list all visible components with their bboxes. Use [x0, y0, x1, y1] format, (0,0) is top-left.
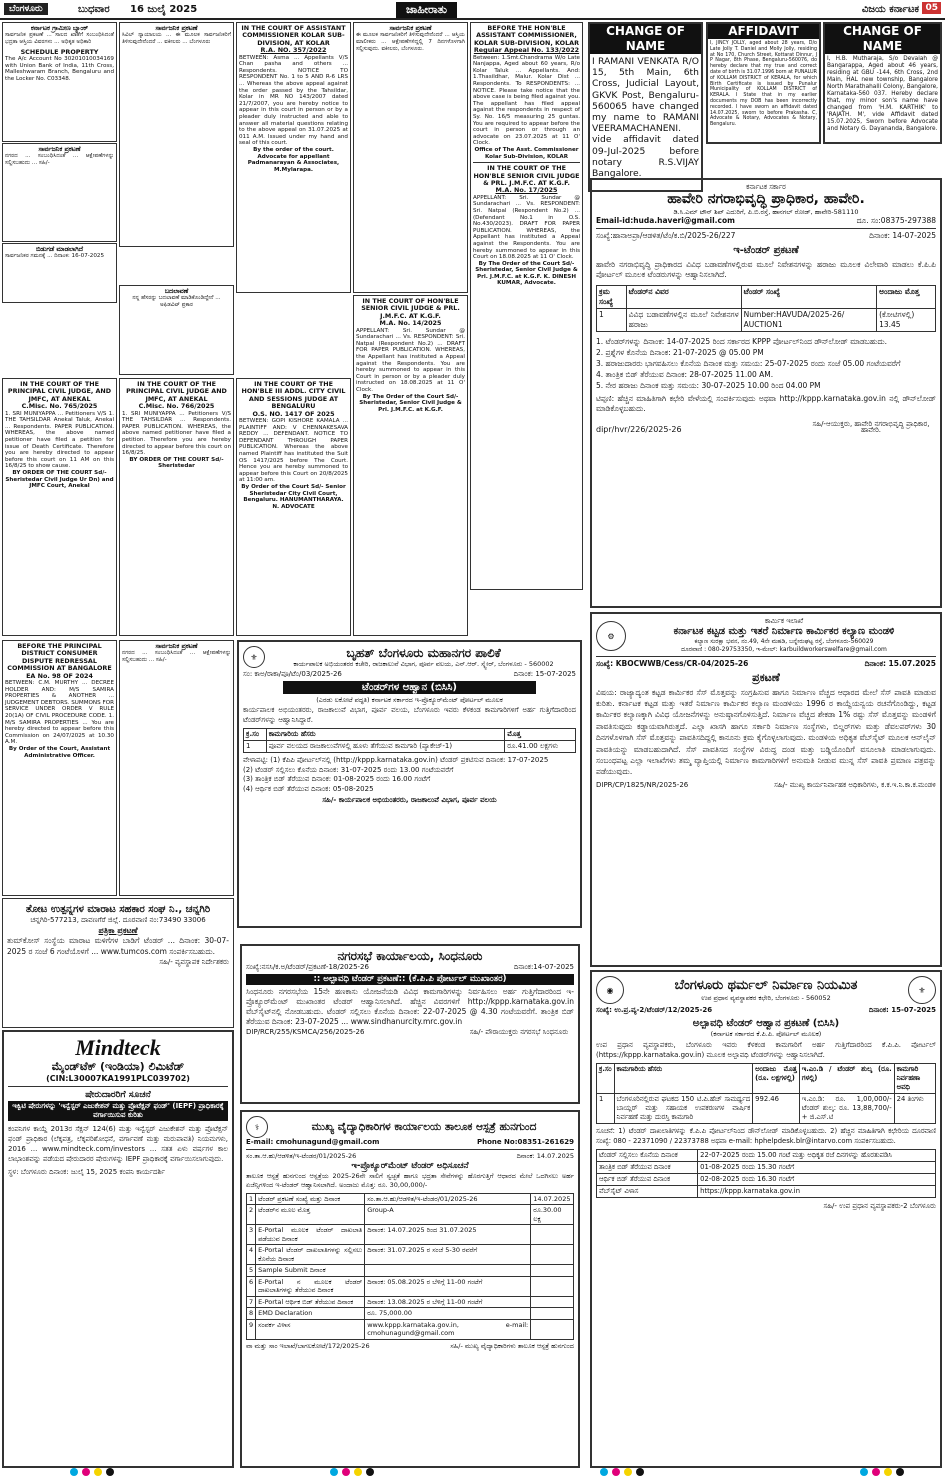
- labour-address: ಕಲ್ಯಾಣ ಸುರಕ್ಷಾ ಭವನ, ನಂ.49, 4ನೇ ಮಹಡಿ, ಬನ್ನೇರುಘಟ್ಟ ರಸ್ತೆ, ಬೆಂಗಳೂರು-560029: [694, 637, 874, 645]
- hospital-table-row-cell: ದಿನಾಂಕ: 31.07.2025 ರ ಸಂಜೆ 5-30 ರವರೆಗೆ: [365, 1245, 531, 1265]
- page-number: 05: [922, 2, 941, 14]
- haveri-table-header-cell: ಟೆಂಡರ್ ಸಂಖ್ಯೆ: [741, 285, 876, 308]
- thermal-schedule-row-cell: 02-08-2025 ರಂದು 16.30 ಗಂಟೆಗೆ: [698, 1174, 936, 1186]
- hospital-table-row-cell: ದಿನಾಂಕ: 05.08.2025 ರ ಬೆಳಿಗ್ಗೆ 11-00 ಗಂಟೆಗೆ: [365, 1276, 531, 1296]
- masthead: [0, 0, 945, 20]
- hospital-notice-title: ಇ-ಪ್ರೊಕ್ಯೂರ್‌ಮೆಂಟ್ ಟೆಂಡರ್ ಅಧಿಸೂಚನೆ: [351, 1160, 469, 1171]
- labour-board-notice: [590, 612, 942, 967]
- haveri-notice-title: ಇ-ಟೆಂಡರ್ ಪ್ರಕಟಣೆ: [733, 244, 799, 256]
- court-kgf-b-sign: By The Order of the Court Sd/- Sheristedar, Senior Civil Judge & Prl. J.M.F.C. at K.G.F.: [359, 393, 462, 413]
- notice-bank-body: ಸಾರ್ವಜನಿಕ ಪ್ರಕಟಣೆ ... ಸಾಲದ ಖಾತೆಗೆ ಸಂಬಂಧಿಸಿದಂತೆ ಭದ್ರತಾ ಆಸ್ತಿಯ ವಿವರಗಳು ... ಅಧಿಕೃತ ಅಧಿಕಾರಿ: [5, 32, 114, 45]
- court-city-civil-body: BETWEEN: GOPI KISHORE KAMALA ... PLAINTIFF AND: V CHENNAKESAVA REDDY ... DEFENDANT. NOTICE TO DEFENDANT THROUGH PAPER PUBLICATION. Whereas the above named Plaintiff has instituted the Suit OS 1417/2025 before The Court. Hence you are hereby summoned to appear before this Court on 20/8/2025 at 11:00 am.: [239, 418, 348, 484]
- thermal-header: [596, 976, 936, 1004]
- thermal-date: ದಿನಾಂಕ: 15-07-2025: [868, 1006, 936, 1014]
- haveri-intro: ಹಾವೇರಿ ನಗರಾಭಿವೃದ್ಧಿ ಪ್ರಾಧಿಕಾರದ ವಿವಿಧ ಬಡಾವಣೆಗಳಲ್ಲಿರುವ ಮೂಲೆ ನಿವೇಶನಗಳನ್ನು ಹರಾಜು ಮೂಲಕ ವಿಲೇವಾರಿ ಮಾಡಲು ಕೆ.ಪಿ.ಪಿ ಪೋರ್ಟಲ್ ಮೂಲಕ ಟೆಂಡರುಗಳನ್ನು ಆಹ್ವಾನಿಸಲಾಗಿದೆ.: [596, 259, 936, 280]
- hospital-table-row-cell: E-Portal ಆರ್ಥಿಕ ಬಿಡ್ ತೆರೆಯುವ ದಿನಾಂಕ: [256, 1296, 365, 1308]
- court-anekal-1-body: 1. SRI MUNIYAPPA ... Petitioners V/S 1. THE TAHSILDAR Anekal Taluk, Anekal ... Respondents. PAPER PUBLICATION. WHEREAS, the above named petitioner have filed a petition for issue of Death Certificate. Therefore you are hereby directed to appear before this court on 11 AM on this 16/8/25 to show cause.: [5, 410, 114, 470]
- haveri-table-row-cell: 1: [597, 308, 627, 331]
- hospital-table-row-cell: [531, 1265, 574, 1277]
- hospital-table-row-cell: Sample Submit ದಿನಾಂಕ: [256, 1265, 365, 1277]
- tumcos-notice-title: ಪತ್ರಿಕಾ ಪ್ರಕಟಣೆ: [98, 926, 138, 935]
- hospital-table-row-cell: 8: [247, 1308, 256, 1320]
- hospital-contact: [246, 1138, 574, 1147]
- sindhanur-sign: ಸಹಿ/- ಪೌರಾಯುಕ್ತರು ನಗರಸಭೆ ಸಿಂಧನೂರು: [469, 1028, 569, 1036]
- labour-date: ದಿನಾಂಕ: 15.07.2025: [864, 658, 936, 668]
- haveri-dipr: dipr/hvr/226/2025-26: [596, 425, 682, 435]
- hospital-table-row-cell: [531, 1225, 574, 1245]
- thermal-notice-title: ಅಲ್ಪಾವಧಿ ಟೆಂಡರ್ ಆಹ್ವಾನ ಪ್ರಕಟಣೆ (ಬಿಸಿಸಿ): [692, 1018, 840, 1029]
- haveri-table: [596, 285, 936, 332]
- sindhanur-footer: [246, 1029, 574, 1036]
- hospital-table-row: [247, 1319, 574, 1339]
- bbmp-table-header-cell: ಕಾಮಗಾರಿಯ ಹೆಸರು: [266, 729, 505, 741]
- hospital-table-row-cell: E-Portal ಮೂಲಕ ಟೆಂಡರ್ ದಾಖಲಾತಿ ಪಡೆಯುವ ದಿನಾಂಕ: [256, 1225, 365, 1245]
- court-kgf-b-body: APPELLANT: Sri. Sundar @ Sundarachari ... Vs. RESPONDENT: Sri. Natpal (Respondent No.2) ... DRAFT FOR PAPER PUBLICATION. WHEREAS, the Appellant has instituted a Appeal against the Respondents. You are hereby summoned to appear in this Court in person or by a pleader duly instructed on 18.08.2025 at 11 O' Clock.: [356, 327, 465, 393]
- court-kolar-a-sign: By the order of the court. Advocate for appellant Padmanarayan & Associates, M.Mylarapa.: [247, 146, 340, 173]
- schedule-title: SCHEDULE PROPERTY: [20, 47, 99, 56]
- hospital-tender: [240, 1110, 580, 1468]
- thermal-schedule: [596, 1149, 936, 1198]
- hospital-table-row-cell: ದಿನಾಂಕ: 13.08.2025 ರ ಬೆಳಿಗ್ಗೆ 11-00 ಗಂಟೆಗೆ: [365, 1296, 531, 1308]
- thermal-schedule-row-cell: ಆರ್ಥಿಕ ಬಿಡ್ ತೆರೆಯುವ ದಿನಾಂಕ: [597, 1174, 698, 1186]
- court-kgf-c-case: M.A. No. 17/2025: [495, 186, 558, 195]
- hospital-table-row-cell: ಸಂ.ತಾ.ಆ.ಹು/ಆಡಳಿತ/ಇ-ಟೆಂಡರ/01/2025-26: [365, 1193, 531, 1205]
- thermal-notice-sub: (ಕರ್ನಾಟಕ ಸರ್ಕಾರದ ಕೆ.ಪಿ.ಪಿ. ಪೋರ್ಟಲ್ ಮೂಲಕ): [710, 1030, 822, 1038]
- court-anekal-2: [119, 378, 234, 636]
- haveri-table-header-cell: ಅಂದಾಜು ಮೊತ್ತ: [877, 285, 936, 308]
- hospital-table-row-cell: 7: [247, 1296, 256, 1308]
- labour-dipr: DIPR/CP/1825/NR/2025-26: [596, 780, 689, 789]
- reg-mark-magenta-4: [872, 1468, 880, 1476]
- haveri-email: Email-id:huda.haveri@gmail.com: [596, 215, 735, 225]
- reg-mark-yellow-4: [884, 1468, 892, 1476]
- notice-col4-title: ಸಾರ್ವಜನಿಕ ಪ್ರಕಟಣೆ: [389, 24, 432, 32]
- court-kolar-b-case: Regular Appeal No. 133/2022: [473, 46, 580, 55]
- mindteck-logo: Mindteck: [75, 1035, 161, 1060]
- sindhanur-refline: [246, 963, 574, 972]
- haveri-schedule-item: 1. ಟೆಂಡರ್‌ಗಳನ್ನು ದಿನಾಂಕ: 14-07-2025 ರಿಂದ ಸರ್ಕಾರದ KPPP ಪೋರ್ಟಲ್‌ನಿಂದ ಡೌನ್‌ಲೋಡ್ ಮಾಡಬಹುದು.: [596, 336, 888, 346]
- labour-sign: ಸಹಿ/- ಮುಖ್ಯ ಕಾರ್ಯನಿರ್ವಾಹಕ ಅಧಿಕಾರಿಗಳು, ಕ.ಕ.ಇ.ನಿ.ಕಾ.ಕ.ಮಂಡಳಿ: [774, 780, 936, 789]
- court-kolar-b-title: BEFORE THE HON'BLE ASSISTANT COMMISSIONER, KOLAR SUB-DIVISION, KOLAR: [473, 24, 580, 47]
- reg-mark-cyan-4: [860, 1468, 868, 1476]
- bbmp-table-row-cell: ಪೂರ್ವ ವಲಯದ ರಾಜಕಾಲುವೆಗಳಲ್ಲಿ ಹೂಳು ತೆಗೆಯುವ ಕಾಮಗಾರಿ (ಪ್ಯಾಕೇಜ್-1): [266, 741, 505, 753]
- change-of-name-1-heading: CHANGE OF NAME: [590, 24, 701, 54]
- thermal-schedule-row-cell: ಟೆಂಡರ್ ಸಲ್ಲಿಸಲು ಕೊನೆಯ ದಿನಾಂಕ: [597, 1150, 698, 1162]
- court-city-civil: [236, 378, 351, 636]
- court-anekal-2-sign: BY ORDER OF THE COURT Sd/- Sheristedar: [129, 456, 224, 470]
- hospital-table-row: [247, 1276, 574, 1296]
- hospital-table-row-cell: ಟೆಂಡರ್ ಪ್ರಕಟಣೆ ಸಂಖ್ಯೆ ಮತ್ತು ದಿನಾಂಕ: [256, 1193, 365, 1205]
- thermal-table-header-cell: ಕಾಮಗಾರಿ ನಿರ್ವಹಣಾ ಅವಧಿ: [894, 1064, 935, 1094]
- notice-col1-mid: [2, 143, 117, 242]
- haveri-refline: [596, 231, 936, 241]
- notice-bank: [2, 22, 117, 142]
- court-kgf-c-sign: By The Order of the Court Sd/- Sheristedar, Senior Civil Judge & Prl. J.M.F.C. at K.G.F. K. DINESH KUMAR, Advocate.: [475, 260, 578, 287]
- haveri-note: ಟಿಪ್ಪಣಿ: ಹೆಚ್ಚಿನ ಮಾಹಿತಿಗಾಗಿ ಕಛೇರಿ ವೇಳೆಯಲ್ಲಿ ಸಂಪರ್ಕಿಸುವುದು ಅಥವಾ http://kppp.karnataka.gov.in ನಲ್ಲಿ ಡೌನ್‌ಲೋಡ್ ಮಾಡಿಕೊಳ್ಳಬಹುದು.: [596, 393, 936, 414]
- hospital-emblem-icon: ⚕: [246, 1116, 268, 1138]
- hospital-table-row: [247, 1225, 574, 1245]
- thermal-table-header-cell: ಇ.ಎಂ.ಡಿ / ಟೆಂಡರ್ ಶುಲ್ಕ (ರೂ. ಗಳಲ್ಲಿ): [799, 1064, 894, 1094]
- thermal-table-row: [597, 1094, 936, 1124]
- sindhanur-body: ಸಿಂಧನೂರು ನಗರಸಭೆಯ 15ನೇ ಹಣಕಾಸು ಯೋಜನೆಯಡಿ ವಿವಿಧ ಕಾಮಗಾರಿಗಳನ್ನು ನಿರ್ವಹಿಸಲು ಅರ್ಹ ಗುತ್ತಿಗೆದಾರರಿಂದ ಇ-ಪ್ರೊಕ್ಯೂರ್‌ಮೆಂಟ್ ಮುಖಾಂತರ ಟೆಂಡರ್ ಆಹ್ವಾನಿಸಲಾಗಿದೆ. ಹೆಚ್ಚಿನ ವಿವರಗಳಿಗೆ http://kppp.karnataka.gov.in ವೆಬ್‌ಸೈಟ್‌ನಲ್ಲಿ ನೋಡಬಹುದು. ಟೆಂಡರ್ ಸಲ್ಲಿಸಲು ಕೊನೆಯ ದಿನಾಂಕ: 22-07-2025 @ 4.30 ಗಂಟೆಯವರೆಗೆ. ತಾಂತ್ರಿಕ ಬಿಡ್ ತೆರೆಯುವ ದಿನಾಂಕ: 23-07-2025 ... www.sindhanurcity.mrc.gov.in: [246, 987, 574, 1026]
- bbmp-intro: ಕಾರ್ಯಪಾಲಕ ಅಭಿಯಂತರರು, ರಾಜಕಾಲುವೆ ವಿಭಾಗ, ಪೂರ್ವ ವಲಯ, ಬೆಂಗಳೂರು ಇವರು ಕೆಳಕಂಡ ಕಾಮಗಾರಿಗಳಿಗೆ ಅರ್ಹ ಗುತ್ತಿಗೆದಾರರಿಂದ ಟೆಂಡರ್‌ಗಳನ್ನು ಆಹ್ವಾನಿಸಿದ್ದಾರೆ.: [243, 706, 576, 724]
- hospital-date: ದಿನಾಂಕ: 14.07.2025: [516, 1152, 574, 1160]
- hospital-footer: [246, 1343, 574, 1350]
- hospital-table-row-cell: [531, 1245, 574, 1265]
- masthead-location: ಬೆಂಗಳೂರು: [4, 3, 48, 15]
- thermal-schedule-row: [597, 1186, 936, 1198]
- bbmp-schedule-item: (2) ಟೆಂಡರ್ ಸಲ್ಲಿಸಲು ಕೊನೆಯ ದಿನಾಂಕ: 31-07-2025 ರಂದು 13.00 ಗಂಟೆಯವರೆಗೆ: [243, 765, 454, 774]
- haveri-date: ದಿನಾಂಕ: 14-07-2025: [869, 230, 936, 240]
- hospital-intro: ತಾಲೂಕ ಆಸ್ಪತ್ರೆ ಹುನಗುಂದ ಆಸ್ಪತ್ರೆಯ 2025-26ನೇ ಸಾಲಿಗೆ ಸ್ವಚ್ಛತೆ ಹಾಗೂ ಭದ್ರತಾ ಸೇವೆಗಳನ್ನು ಹೊರಗುತ್ತಿಗೆ ಆಧಾರದ ಮೇಲೆ ಒದಗಿಸಲು ಅರ್ಹ ಏಜೆನ್ಸಿಗಳಿಂದ ಇ-ಟೆಂಡರ್ ಆಹ್ವಾನಿಸಲಾಗಿದೆ. ಅಂದಾಜು ಮೊತ್ತ: ರೂ. 30,00,000/-: [246, 1171, 574, 1189]
- labour-contact: ದೂರವಾಣಿ : 080-29753350, ಇ-ಮೇಲ್: karbuildworkerswelfare@gmail.com: [681, 645, 887, 653]
- notice-col4: [353, 22, 468, 293]
- thermal-table: [596, 1063, 936, 1124]
- tumcos-notice: [2, 898, 234, 1028]
- notice-col2-lower-body: ನಗರದ ... ಸಂಬಂಧಿಸಿದಂತೆ ... ಆಕ್ಷೇಪಣೆಗಳನ್ನು ಸಲ್ಲಿಸಬಹುದು ... ಸಹಿ/-: [122, 650, 231, 663]
- hospital-table-body: [247, 1193, 574, 1339]
- notice-bank-title: ಕರ್ನಾಟಕ ಗ್ರಾಮೀಣ ಬ್ಯಾಂಕ್: [30, 24, 89, 32]
- affidavit-body: I, JINCY JOLLY, aged about 28 years, D/o Late Jolly T. Daniel and Molly Jolly, residing at No 170, Church Street, Kottarat Dinnur, J P Nagar, 8th Phase, Bengaluru-560076, do hereby declare that my true and correct date of birth is 31.07.1996 born at PUNALUR of KOLLAM DISTRICT of KERALA, for which Birth Certificate is issued by Punalur Municipality of KOLLAM DISTRICT of KERALA. I State that in my earlier documents my DOB has been incorrectly recorded. I have sworn an affidavit dated 14.07.2025, sworn to before Prakasha. C, Advocate & Notary, Advocates & Notary, Bengaluru.: [710, 41, 817, 128]
- masthead-day: ಬುಧವಾರ: [78, 4, 110, 15]
- bbmp-table-header-cell: ಮೊತ್ತ: [505, 729, 576, 741]
- thermal-tender: [590, 970, 942, 1468]
- hospital-table-row-cell: [531, 1319, 574, 1339]
- court-kgf-b-title: IN THE COURT OF HON'BLE SENIOR CIVIL JUDGE & PRL. J.M.F.C. AT K.G.F.: [361, 297, 460, 320]
- sindhanur-ref: ಸಂಖ್ಯೆ:ನಸಸಿ/ಕ.ಅ/ಟೆಂಡರ್/ಪ್ರಕಟಣೆ-18/2025-26: [246, 963, 369, 971]
- notice-civil-body: ಸಿವಿಲ್ ನ್ಯಾಯಾಲಯ ... ಈ ಮೂಲಕ ಸಾರ್ವಜನಿಕರಿಗೆ ತಿಳಿಸುವುದೇನೆಂದರೆ ... ವಕೀಲರು ... ಬೆಂಗಳೂರು: [122, 32, 231, 45]
- haveri-schedule-item: 4. ತಾಂತ್ರಿಕ ಬಿಡ್ ತೆರೆಯುವ ದಿನಾಂಕ: 28-07-2025 11.00 AM.: [596, 369, 774, 379]
- masthead-date: 16 ಜುಲೈ 2025: [130, 4, 198, 15]
- court-kolar-b-sign: Office of The Asst. Commissioner Kolar Sub-Division, KOLAR: [474, 146, 579, 160]
- bbmp-schedule-item: ವೇಳಾಪಟ್ಟಿ: (1) ಕೆಪಿಪಿ ಪೋರ್ಟಲ್‌ನಲ್ಲಿ (http://kppp.karnataka.gov.in) ಟೆಂಡರ್ ಪ್ರಕಟಿಸುವ ದಿನಾಂಕ: 17-07-2025: [243, 756, 549, 764]
- thermal-table-body: [597, 1094, 936, 1124]
- thermal-schedule-row: [597, 1162, 936, 1174]
- bbmp-table: [243, 728, 576, 753]
- reg-mark-cyan-2: [330, 1468, 338, 1476]
- haveri-sign: ಸಹಿ/-ಆಯುಕ್ತರು, ಹಾವೇರಿ ನಗರಾಭಿವೃದ್ಧಿ ಪ್ರಾಧಿಕಾರ, ಹಾವೇರಿ.: [812, 419, 930, 435]
- consumer-court-body: BETWEEN: C.M. MURTHY ... DECREE HOLDER AND: M/S SAMIRA PROPERTIES & ANOTHER ... JUDGEMENT DEBTORS. SUMMONS FOR SERVICE UNDER ORDER V RULE 20(1A) OF CIVIL PROCEDURE CODE. 1. M/S SAMIRA PROPERTIES ... You are hereby directed to appear before this Commission on 24/07/2025 at 10.30 A.M.: [5, 680, 114, 746]
- haveri-ref: ಸಂಖ್ಯೆ:ಹಾನಾಅಪ್ರಾ/ಆಡಳಿತ/ಟೆಂ/ಕ.ಬಿ/2025-26/227: [596, 230, 736, 240]
- tumcos-title: ತೋಟ ಉತ್ಪನ್ನಗಳ ಮಾರಾಟ ಸಹಕಾರ ಸಂಘ ನಿ., ಚನ್ನಗಿರಿ: [25, 904, 211, 915]
- labour-header: [596, 618, 936, 654]
- thermal-logo-icon: ◉: [596, 976, 624, 1004]
- sindhanur-dipr: DIP/RCR/255/KSMCA/256/2025-26: [246, 1028, 365, 1036]
- change-of-name-1: [588, 22, 703, 192]
- affidavit-heading: AFFIDAVIT: [708, 24, 819, 39]
- hospital-table-row-cell: 1: [247, 1193, 256, 1205]
- mindteck-sub: ಇಕ್ವಿಟಿ ಷೇರುಗಳನ್ನು 'ಇನ್ವೆಸ್ಟರ್ ಎಜುಕೇಶನ್ ಮತ್ತು ಪ್ರೊಟೆಕ್ಷನ್ ಫಂಡ್' (IEPF) ಪ್ರಾಧಿಕಾರಕ್ಕೆ ವರ್ಗಾಯಿಸುವ ಕುರಿತು: [8, 1101, 228, 1121]
- notice-name-change-kn-body: ನನ್ನ ಹೆಸರನ್ನು ಬದಲಾವಣೆ ಮಾಡಿಕೊಂಡಿದ್ದೇನೆ ... ಅಫಿಡವಿಟ್ ಪ್ರಕಾರ: [132, 295, 221, 308]
- haveri-schedule: [596, 336, 936, 391]
- hospital-table-row: [247, 1193, 574, 1205]
- court-kolar-b-body: Between: 1.Smt.Chandrama W/o Late Nanjappa, Aged about 60 years, R/o Kolar Taluk ... Appellants. And: 1.Thasildhar, Malur. Kolar Dist ... Respondents. To RESPONDENTS: ... NOTICE. Please take notice that the above case is being filed against you. The appellant has filed appeal against the respondents in respect of Sy. No. 16/5 measuring 25 guntas. You are required to appear before the court in person or through an advocate on 23.07.2025 at 11 O' Clock.: [473, 54, 580, 147]
- thermal-schedule-body: [597, 1150, 936, 1198]
- notice-civil-title: ಸಾರ್ವಜನಿಕ ಪ್ರಕಟಣೆ: [155, 24, 198, 32]
- haveri-schedule-item: 3. ಹರಾಜುದಾರರು ಭಾಗವಹಿಸಲು ಕೊನೆಯ ದಿನಾಂಕ ಮತ್ತು ಸಮಯ: 25-07-2025 ರಂದು ಸಂಜೆ 05.00 ಗಂಟೆಯವರೆಗೆ: [596, 358, 901, 368]
- notice-release-title: ಬಿಡುಗಡೆ ಮಾಡಲಾಗಿದೆ: [35, 245, 84, 253]
- hospital-table-row: [247, 1265, 574, 1277]
- hospital-table-row-cell: 5: [247, 1265, 256, 1277]
- labour-notice-title: ಪ್ರಕಟಣೆ: [752, 670, 780, 684]
- reg-mark-cyan-1: [70, 1468, 78, 1476]
- bbmp-schedule-item: (4) ಆರ್ಥಿಕ ಬಿಡ್ ತೆರೆಯುವ ದಿನಾಂಕ: 05-08-2025: [243, 784, 374, 793]
- mindteck-sign: ಸ್ಥಳ: ಬೆಂಗಳೂರು ದಿನಾಂಕ: ಜುಲೈ 15, 2025 ಕಂಪನಿ ಕಾರ್ಯದರ್ಶಿ: [8, 1168, 166, 1176]
- hospital-table-row: [247, 1205, 574, 1225]
- court-kolar-b: [470, 22, 583, 590]
- reg-mark-black-1: [106, 1468, 114, 1476]
- bbmp-notice-title: ಟೆಂಡರ್‌ಗಳ ಆಹ್ವಾನ (ಬಿಸಿಸಿ): [283, 681, 536, 694]
- hospital-phone: Phone No:08351-261629: [476, 1138, 574, 1146]
- notice-col1-mid-title: ಸಾರ್ವಜನಿಕ ಪ್ರಕಟಣೆ: [38, 145, 81, 153]
- thermal-table-row-cell: ಬೆಂಗಳೂರಿನಲ್ಲಿರುವ ಘಟಕದ 150 ಟಿ.ಪಿ.ಹೆಚ್ ಸಾಮರ್ಥ್ಯದ ಬಾಯ್ಲರ್ ಮತ್ತು ಸಹಾಯಕ ಉಪಕರಣಗಳ ವಾರ್ಷಿಕ ನಿರ್ವಹಣೆ ಮತ್ತು ದುರಸ್ತಿ ಕಾಮಗಾರಿ: [614, 1094, 753, 1124]
- notice-col4-body: ಈ ಮೂಲಕ ಸಾರ್ವಜನಿಕರಿಗೆ ತಿಳಿಸುವುದೇನೆಂದರೆ ... ಆಸ್ತಿಯ ಮಾಲೀಕರು ... ಆಕ್ಷೇಪಣೆಗಳಿದ್ದಲ್ಲಿ 7 ದಿನಗಳೊಳಗಾಗಿ ಸಲ್ಲಿಸುವುದು. ವಕೀಲರು, ಬೆಂಗಳೂರು.: [356, 32, 465, 52]
- thermal-schedule-row: [597, 1150, 936, 1162]
- bbmp-table-head: [244, 729, 576, 741]
- thermal-schedule-row-cell: 01-08-2025 ರಂದು 15.30 ಗಂಟೆಗೆ: [698, 1162, 936, 1174]
- reg-mark-yellow-3: [624, 1468, 632, 1476]
- hospital-table-row-cell: [531, 1308, 574, 1320]
- mindteck-name: ಮೈಂಡ್‌ಟೆಕ್ (ಇಂಡಿಯಾ) ಲಿಮಿಟೆಡ್: [51, 1060, 185, 1073]
- haveri-schedule-item: 5. ನೇರ ಹರಾಜು ದಿನಾಂಕ ಮತ್ತು ಸಮಯ: 30-07-2025 10.00 ರಿಂದ 04.00 PM: [596, 380, 821, 390]
- hospital-table-row-cell: [365, 1265, 531, 1277]
- mindteck-notice: [2, 1030, 234, 1468]
- court-kgf-b-case: M.A. No. 14/2025: [379, 319, 442, 328]
- hospital-table-row-cell: 2: [247, 1205, 256, 1225]
- change-of-name-2: [823, 22, 942, 144]
- hospital-table: [246, 1193, 574, 1340]
- bbmp-emblem-icon: ⚜: [243, 646, 265, 668]
- thermal-table-row-cell: 24 ತಿಂಗಳು: [894, 1094, 935, 1124]
- haveri-table-row-cell: (ಕೋಟಿಗಳಲ್ಲಿ) 13.45: [877, 308, 936, 331]
- reg-mark-magenta-1: [82, 1468, 90, 1476]
- thermal-table-row-cell: 1: [597, 1094, 615, 1124]
- haveri-table-row-cell: Number:HAVUDA/2025-26/ AUCTION1: [741, 308, 876, 331]
- haveri-contact: [596, 216, 936, 226]
- court-kolar-a-body: BETWEEN: Asma ... Appellants V/S Chan pasha and others ... Respondents. NOTICE TO RESPONDENT No. 1 to 5 AND R-6 LRS ... Whereas the above appeal against the order passed by the Tahsildar, Kolar in MR NO 143/2007 dated 21/7/2007, you are hereby notice to appear in this court in person or by a pleader duly instructed and able to answer all material questions relating to the above appeal on 31.07.2025 at 011 A.M. Issued under my hand and seal of this court.: [239, 54, 348, 147]
- court-kgf-c-body: APPELLANT: Sri. Sundar @ Sundarachari ... Vs. RESPONDENT: Sri. Natpal (Respondent No.2) ... (Defendant No.1 in O.S. No.430/2023). DRAFT FOR PAPER PUBLICATION. WHEREAS, the Appellant has instituted a Appeal against the Respondents. You are hereby summoned to appear in this Court on 18.08.2025 at 11 O' Clock.: [473, 194, 580, 261]
- bbmp-table-header-cell: ಕ್ರ.ಸಂ: [244, 729, 267, 741]
- thermal-sub: ಉಪ ಪ್ರಧಾನ ವ್ಯವಸ್ಥಾಪಕರ ಕಛೇರಿ, ಬೆಂಗಳೂರು - 560052: [701, 994, 831, 1002]
- court-anekal-1-title: IN THE COURT OF THE PRINCIPAL CIVIL JUDGE, AND JMFC, AT ANEKAL: [7, 380, 112, 403]
- bbmp-ref: ಸಂ: ಕಾಅ/ರಾಕಾ/ಪೂ/ಟೆಂ/03/2025-26: [243, 670, 342, 678]
- haveri-footer: [596, 421, 936, 434]
- labour-body: ವಿಷಯ: ರಾಜ್ಯಾದ್ಯಂತ ಕಟ್ಟಡ ಕಾರ್ಮಿಕರ ಸೆಸ್ ಮೊತ್ತವನ್ನು ಸಂಗ್ರಹಿಸುವ ಹಾಗೂ ನಿರ್ಮಾಣ ವೆಚ್ಚದ ಆಧಾರದ ಮೇಲೆ ಸೆಸ್ ಪಾವತಿ ಮಾಡುವ ಕುರಿತು. ಕರ್ನಾಟಕ ಕಟ್ಟಡ ಮತ್ತು ಇತರೆ ನಿರ್ಮಾಣ ಕಾರ್ಮಿಕರ ಕಲ್ಯಾಣ ಮಂಡಳಿಯು 1996 ರ ಕಾಯ್ದೆಯನ್ವಯ ರಚನೆಗೊಂಡಿದ್ದು, ಕಟ್ಟಡ ಕಾರ್ಮಿಕರ ಕಲ್ಯಾಣಕ್ಕಾಗಿ ವಿವಿಧ ಯೋಜನೆಗಳನ್ನು ಅನುಷ್ಠಾನಗೊಳಿಸುತ್ತಿದೆ. ನಿರ್ಮಾಣ ವೆಚ್ಚದ ಶೇಕಡಾ 1% ರಷ್ಟು ಸೆಸ್ ಮೊತ್ತವನ್ನು ಮಂಡಳಿಗೆ ಪಾವತಿಸುವುದು ಕಡ್ಡಾಯವಾಗಿರುತ್ತದೆ. ಎಲ್ಲಾ ಖಾಸಗಿ ಹಾಗೂ ಸರ್ಕಾರಿ ನಿರ್ಮಾಣ ಸಂಸ್ಥೆಗಳು, ಬಿಲ್ಡರ್‌ಗಳು ಮತ್ತು ಡೆವಲಪರ್‌ಗಳು 30 ದಿನಗಳೊಳಗಾಗಿ ಸೆಸ್ ಮೊತ್ತವನ್ನು ಪಾವತಿಸದಿದ್ದಲ್ಲಿ ಕಾನೂನು ಕ್ರಮ ಕೈಗೊಳ್ಳಲಾಗುವುದು. ಮಂಡಳಿಯ ಅಧಿಕೃತ ವೆಬ್‌ಸೈಟ್ ಮೂಲಕ ಆನ್‌ಲೈನ್ ಪಾವತಿಯನ್ನು ಮಾಡಬಹುದಾಗಿದೆ. ಸೆಸ್ ಪಾವತಿಸದ ಸಂಸ್ಥೆಗಳ ವಿರುದ್ಧ ದಂಡ ಮತ್ತು ಬಡ್ಡಿಯೊಂದಿಗೆ ವಸೂಲಾತಿ ಮಾಡಲಾಗುವುದು. ಸಂಬಂಧಪಟ್ಟ ಎಲ್ಲಾ ಇಲಾಖೆಗಳು ತಮ್ಮ ವ್ಯಾಪ್ತಿಯಲ್ಲಿ ನಿರ್ಮಾಣ ಕಾಮಗಾರಿಗಳಿಗೆ ಅನುಮತಿ ನೀಡುವ ಮುನ್ನ ಸೆಸ್ ಪಾವತಿ ಪ್ರಮಾಣ ಪತ್ರವನ್ನು ಪಡೆಯುವುದು.: [596, 687, 936, 777]
- consumer-court-title: BEFORE THE PRINCIPAL DISTRICT CONSUMER DISPUTE REDRESSAL COMMISSION AT BANGALORE: [7, 642, 112, 673]
- schedule-body: The A/c Account No 30201010034169 with Union Bank of India, 11th Cross, Malleshwaram Branch, Bengaluru and the Locker No. C03348.: [5, 56, 114, 82]
- court-anekal-1-sign: BY ORDER OF THE COURT Sd/- Sheristedar Civil Judge Ur Dn) and JMFC Court, Anekal: [5, 469, 114, 490]
- court-city-civil-title: IN THE COURT OF THE HON'BLE III ADDL. CITY CIVIL AND SESSIONS JUDGE AT BENGALURU: [241, 380, 346, 411]
- reg-mark-magenta-2: [342, 1468, 350, 1476]
- court-kolar-a-title: IN THE COURT OF ASSISTANT COMMISSIONER KOLAR SUB-DIVISION, AT KOLAR: [241, 24, 346, 47]
- mindteck-cin: (CIN:L30007KA1991PLC039702): [46, 1074, 190, 1083]
- hospital-table-row-cell: ದಿನಾಂಕ: 14.07.2025 ರಿಂದ 31.07.2025: [365, 1225, 531, 1245]
- bbmp-table-body: [244, 741, 576, 753]
- hospital-table-row-cell: [531, 1296, 574, 1308]
- reg-mark-black-4: [896, 1468, 904, 1476]
- hospital-table-row: [247, 1296, 574, 1308]
- notice-release: [2, 243, 117, 303]
- reg-mark-yellow-2: [354, 1468, 362, 1476]
- hospital-table-row-cell: ರೂ.30.00 ಲಕ್ಷ: [531, 1205, 574, 1225]
- hospital-table-row-cell: 3: [247, 1225, 256, 1245]
- thermal-table-row-cell: ಇ.ಎಂ.ಡಿ: ರೂ. 1,00,000/- ಟೆಂಡರ್ ಶುಲ್ಕ: ರೂ. 13,88,700/- + ಜಿ.ಎಸ್.ಟಿ: [799, 1094, 894, 1124]
- reg-mark-magenta-3: [612, 1468, 620, 1476]
- hospital-table-row-cell: 14.07.2025: [531, 1193, 574, 1205]
- bbmp-table-row-cell: ರೂ.41.00 ಲಕ್ಷಗಳು: [505, 741, 576, 753]
- thermal-table-header-cell: ಅಂದಾಜು ಮೊತ್ತ (ರೂ. ಲಕ್ಷಗಳಲ್ಲಿ): [753, 1064, 800, 1094]
- thermal-intro: ಉಪ ಪ್ರಧಾನ ವ್ಯವಸ್ಥಾಪಕರು, ಬೆಂಗಳೂರು ಇವರು ಕೆಳಕಂಡ ಕಾಮಗಾರಿಗೆ ಅರ್ಹ ಗುತ್ತಿಗೆದಾರರಿಂದ ಕೆ.ಪಿ.ಪಿ. ಪೋರ್ಟಲ್ (https://kppp.karnataka.gov.in) ಮೂಲಕ ಅಲ್ಪಾವಧಿ ಟೆಂಡರ್‌ಗಳನ್ನು ಆಹ್ವಾನಿಸಲಾಗಿದೆ.: [596, 1041, 936, 1059]
- labour-refline: [596, 659, 936, 669]
- haveri-schedule-item: 2. ಪ್ರಶ್ನೆಗಳ ಕೊನೆಯ ದಿನಾಂಕ: 21-07-2025 @ 05.00 PM: [596, 347, 764, 357]
- bbmp-notice-sub: (ಎರಡು ಲಕೋಟೆ ಪದ್ಧತಿ) ಕರ್ನಾಟಕ ಸರ್ಕಾರದ ಇ-ಪ್ರೊಕ್ಯೂರ್‌ಮೆಂಟ್ ಪೋರ್ಟಲ್ ಮೂಲಕ: [316, 696, 503, 704]
- sindhanur-date: ದಿನಾಂಕ:14-07-2025: [513, 963, 574, 971]
- thermal-table-header-cell: ಕಾಮಗಾರಿಯ ಹೆಸರು: [614, 1064, 753, 1094]
- hospital-table-row-cell: www.kppp.karnataka.gov.in, e-mail: cmohunagund@gmail.com: [365, 1319, 531, 1339]
- haveri-table-row: [597, 308, 936, 331]
- consumer-court-sign: By Order of the Court, Assistant Administrative Officer.: [8, 745, 111, 759]
- thermal-table-header-cell: ಕ್ರ.ಸಂ: [597, 1064, 615, 1094]
- bbmp-table-row: [244, 741, 576, 753]
- hospital-title: ಮುಖ್ಯ ವೈದ್ಯಾಧಿಕಾರಿಗಳ ಕಾರ್ಯಾಲಯ ತಾಲೂಕ ಆಸ್ಪತ್ರೆ ಹುನಗುಂದ: [311, 1120, 537, 1133]
- thermal-schedule-row-cell: ತಾಂತ್ರಿಕ ಬಿಡ್ ತೆರೆಯುವ ದಿನಾಂಕ: [597, 1162, 698, 1174]
- thermal-schedule-row-cell: 22-07-2025 ರಂದು 15.00 ಗಂಟೆ ಮತ್ತು ಅಧಿಕೃತ ರಜೆ ದಿನಗಳನ್ನು ಹೊರತುಪಡಿಸಿ: [698, 1150, 936, 1162]
- court-anekal-2-case: C.Misc. No. 766/2025: [138, 402, 215, 411]
- hospital-sign: ಸಹಿ/- ಮುಖ್ಯ ವೈದ್ಯಾಧಿಕಾರಿಗಳು ತಾಲೂಕ ಆಸ್ಪತ್ರೆ ಹುನಗುಂದ: [450, 1341, 574, 1350]
- notice-col1-mid-body: ನಗರದ ... ಸಂಬಂಧಿಸಿದಂತೆ ... ಆಕ್ಷೇಪಣೆಗಳನ್ನು ಸಲ್ಲಿಸಬಹುದು ... ಸಹಿ/-: [5, 153, 114, 166]
- tumcos-sub: ಚನ್ನಗಿರಿ-577213, ದಾವಣಗೆರೆ ಜಿಲ್ಲೆ. ದೂರವಾಣಿ ನಂ:73490 33006: [30, 916, 206, 924]
- hospital-table-row: [247, 1308, 574, 1320]
- hospital-table-row-cell: 6: [247, 1276, 256, 1296]
- sindhanur-tender: [240, 944, 580, 1104]
- reg-mark-cyan-3: [600, 1468, 608, 1476]
- hospital-table-row: [247, 1245, 574, 1265]
- notice-release-body: ಸಾರ್ವಜನಿಕರ ಗಮನಕ್ಕೆ ... ದಿನಾಂಕ: 16-07-2025: [5, 253, 105, 260]
- court-anekal-2-body: 1. SRI MUNIYAPPA ... Petitioners V/S THE TAHSILDAR ... Respondents. PAPER PUBLICATION. WHEREAS, the above named petitioner have filed a petition. Therefore you are hereby directed to appear before this court on 16/8/25.: [122, 410, 231, 457]
- mindteck-body: ಕಂಪನಿಗಳ ಕಾಯ್ದೆ 2013ರ ಸೆಕ್ಷನ್ 124(6) ಮತ್ತು ಇನ್ವೆಸ್ಟರ್ ಎಜುಕೇಶನ್ ಮತ್ತು ಪ್ರೊಟೆಕ್ಷನ್ ಫಂಡ್ ಪ್ರಾಧಿಕಾರ (ಲೆಕ್ಕಪತ್ರ, ಲೆಕ್ಕಪರಿಶೋಧನೆ, ವರ್ಗಾವಣೆ ಮತ್ತು ಮರುಪಾವತಿ) ನಿಯಮಗಳು, 2016 ... www.mindteck.com/investors ... ಸತತ ಏಳು ವರ್ಷಗಳ ಕಾಲ ಲಾಭಾಂಶವನ್ನು ಪಡೆಯದ ಷೇರುದಾರರ ಷೇರುಗಳನ್ನು IEPF ಪ್ರಾಧಿಕಾರಕ್ಕೆ ವರ್ಗಾಯಿಸಲಾಗುವುದು.: [8, 1125, 228, 1163]
- hospital-table-row-cell: 9: [247, 1319, 256, 1339]
- hospital-table-row-cell: Group-A: [365, 1205, 531, 1225]
- thermal-emblem-icon: ⚜: [908, 976, 936, 1004]
- bbmp-refline: [243, 670, 576, 679]
- bbmp-table-row-cell: 1: [244, 741, 267, 753]
- mindteck-notice-title: ಷೇರುದಾರರಿಗೆ ಸೂಚನೆ: [85, 1090, 151, 1100]
- consumer-court-case: EA No. 98 OF 2024: [26, 671, 93, 680]
- notice-col2-lower: [119, 640, 234, 896]
- hospital-table-row-cell: E-Portal ನ ಮೂಲಕ ಟೆಂಡರ್ ದಾಖಲಾತಿಗಳನ್ನು ತೆರೆಯುವ ದಿನಾಂಕ: [256, 1276, 365, 1296]
- thermal-table-row-cell: 992.46: [753, 1094, 800, 1124]
- thermal-ref: ಸಂಖ್ಯೆ: ಉ.ಪ್ರ.ವ್ಯ-2/ಟೆಂಡರ್/12/2025-26: [596, 1006, 713, 1014]
- thermal-schedule-row: [597, 1174, 936, 1186]
- reg-mark-yellow-1: [94, 1468, 102, 1476]
- bbmp-title: ಬೃಹತ್ ಬೆಂಗಳೂರು ಮಹಾನಗರ ಪಾಲಿಕೆ: [346, 645, 501, 660]
- haveri-table-head: [597, 285, 936, 308]
- court-kolar-a-case: R.A. NO. 357/2022: [260, 46, 327, 55]
- sindhanur-notice-title: :: ಅಲ್ಪಾವಧಿ ಟೆಂಡರ್ ಪ್ರಕಟಣೆ:: (ಕೆ.ಪಿ.ಪಿ ಪೋರ್ಟಲ್ ಮುಖಾಂತರ): [246, 974, 574, 985]
- haveri-address: ಡಿ.ಸಿ.ಎಮ್ ಟೌನ್ ಶಿಪ್ ಎದುರಿಗೆ, ಪಿ.ಬಿ.ರಸ್ತೆ, ಹಾನಗಲ್ ರೋಡ್, ಹಾವೇರಿ-581110: [673, 207, 859, 216]
- haveri-table-header-cell: ಟೆಂಡರ್‌ನ ವಿವರ: [626, 285, 741, 308]
- hospital-table-row-cell: ರೂ. 75,000.00: [365, 1308, 531, 1320]
- change-of-name-2-body: I, H.B. Mutharaja, S/o Devaiah @ Bangarappa, Aged about 46 years, residing at GBU -144, 6th Cross, 2nd Main, HAL new township, Bangalore North Marathahalli Colony, Bangalore, Karnataka-560 037. Hereby declare that, my minor son's name have changed from 'H.M. KARTHIK' to 'RAJATH. M', vide Affidavit dated 15.07.2025, Sworn before Advocate and Notary G. Dayananda, Bangalore.: [827, 56, 938, 132]
- haveri-govt: ಕರ್ನಾಟಕ ಸರ್ಕಾರ: [746, 183, 786, 191]
- tumcos-sign: ಸಹಿ/- ವ್ಯವಸ್ಥಾಪಕ ನಿರ್ದೇಶಕರು: [159, 958, 229, 966]
- bbmp-sign: ಸಹಿ/- ಕಾರ್ಯಪಾಲಕ ಅಭಿಯಂತರರು, ರಾಜಕಾಲುವೆ ವಿಭಾಗ, ಪೂರ್ವ ವಲಯ: [322, 796, 497, 804]
- labour-footer: [596, 782, 936, 789]
- thermal-schedule-row-cell: ವೆಬ್‌ಸೈಟ್ ವಿಳಾಸ: [597, 1186, 698, 1198]
- reg-mark-black-2: [366, 1468, 374, 1476]
- thermal-sign: ಸಹಿ/- ಉಪ ಪ್ರಧಾನ ವ್ಯವಸ್ಥಾಪಕರು-2 ಬೆಂಗಳೂರು: [823, 1202, 936, 1210]
- haveri-tender: [590, 178, 942, 608]
- change-of-name-2-heading: CHANGE OF NAME: [825, 24, 940, 54]
- hospital-refline: [246, 1152, 574, 1161]
- consumer-court: [2, 640, 117, 896]
- hospital-table-row-cell: EMD Declaration: [256, 1308, 365, 1320]
- labour-ref: ಸಂಖ್ಯೆ: KBOCWWB/Cess/CR-04/2025-26: [596, 658, 749, 668]
- affidavit: [706, 22, 821, 144]
- labour-emblem-icon: ⚙: [596, 621, 626, 651]
- court-kgf-c-title: IN THE COURT OF THE HON'BLE SENIOR CIVIL JUDGE & PRL. J.M.F.C. AT K.G.F.: [473, 164, 580, 187]
- masthead-section: ಜಾಹೀರಾತು: [396, 2, 457, 18]
- court-city-civil-sign: By Order of the Court Sd/- Senior Sheristedar City Civil Court, Bengaluru. HANUMANTHARAYA. N. ADVOCATE: [241, 483, 346, 510]
- hospital-table-row-cell: ಸಂಪರ್ಕ ವಿಳಾಸ: [256, 1319, 365, 1339]
- thermal-table-head: [597, 1064, 936, 1094]
- bbmp-sub: ಕಾರ್ಯಪಾಲಕ ಅಭಿಯಂತರರ ಕಚೇರಿ, ರಾಜಕಾಲುವೆ ವಿಭಾಗ, ಪೂರ್ವ ವಲಯ, ಎನ್.ಆರ್. ಸ್ಕ್ವೇರ್, ಬೆಂಗಳೂರು - 560002: [293, 659, 554, 668]
- court-anekal-1-case: C.Misc. No. 765/2025: [21, 402, 98, 411]
- bbmp-header: [243, 646, 576, 668]
- court-city-civil-case: O.S. NO. 1417 OF 2025: [252, 409, 335, 418]
- court-kolar-a: [236, 22, 351, 293]
- hospital-email: E-mail: cmohunagund@gmail.com: [246, 1138, 380, 1146]
- hospital-ref: ಸಂ.ತಾ.ಆ.ಹು/ಆಡಳಿತ/ಇ-ಟೆಂಡರ/01/2025-26: [246, 1152, 357, 1160]
- court-anekal-2-title: IN THE COURT OF THE PRINCIPAL CIVIL JUDGE AND JMFC, AT ANEKAL: [126, 380, 227, 403]
- court-kgf-b: [353, 295, 468, 636]
- notice-name-change-kn-title: ಬದಲಾವಣೆ: [164, 287, 189, 295]
- change-of-name-1-body: I RAMANI VENKATA R/O 15, 5th Main, 6th Cross, Judicial Layout, GKVK Post, Bengaluru-560065 have changed my name to RAMANI VEERAMACHANENI. vide affidavit dated 09-Jul-2025 before notary R.S.VIJAY Bangalore.: [592, 56, 699, 180]
- thermal-title: ಬೆಂಗಳೂರು ಥರ್ಮಲ್ ನಿರ್ಮಾಣ ನಿಯಮಿತ: [674, 978, 858, 993]
- thermal-schedule-row-cell: https://kppp.karnataka.gov.in: [698, 1186, 936, 1198]
- labour-dept: ಕಾರ್ಮಿಕ ಇಲಾಖೆ: [764, 617, 804, 625]
- haveri-table-header-cell: ಕ್ರಮ ಸಂಖ್ಯೆ: [597, 285, 627, 308]
- hospital-table-row-cell: 4: [247, 1245, 256, 1265]
- sindhanur-title: ನಗರಸಭೆ ಕಾರ್ಯಾಲಯ, ಸಿಂಧನೂರು: [337, 949, 483, 963]
- notice-civil: [119, 22, 234, 247]
- tumcos-body: ತುಮ್‌ಕೋಸ್ ಸಂಸ್ಥೆಯ ಮಾರಾಟ ಮಳಿಗೆಗಳ ಬಾಡಿಗೆ ಟೆಂಡರ್ ... ದಿನಾಂಕ: 30-07-2025 ರ ಸಂಜೆ 6 ಗಂಟೆಯೊಳಗೆ ... www.tumcos.com ಸಂಪರ್ಕಿಸಬಹುದು.: [7, 936, 229, 956]
- haveri-phone: ದೂ. ಸಂ:08375-297388: [856, 215, 936, 225]
- labour-title: ಕರ್ನಾಟಕ ಕಟ್ಟಡ ಮತ್ತು ಇತರೆ ನಿರ್ಮಾಣ ಕಾರ್ಮಿಕರ ಕಲ್ಯಾಣ ಮಂಡಳಿ: [673, 625, 895, 637]
- bbmp-date: ದಿನಾಂಕ: 15-07-2025: [513, 670, 576, 678]
- bbmp-tender: [237, 640, 582, 928]
- hospital-header: [246, 1116, 574, 1138]
- bbmp-schedule: [243, 756, 576, 794]
- thermal-note: ಸೂಚನೆ: 1) ಟೆಂಡರ್ ದಾಖಲಾತಿಗಳನ್ನು ಕೆ.ಪಿ.ಪಿ ಪೋರ್ಟಲ್‌ನಿಂದ ಡೌನ್‌ಲೋಡ್ ಮಾಡಿಕೊಳ್ಳಬಹುದು. 2) ಹೆಚ್ಚಿನ ಮಾಹಿತಿಗಾಗಿ ಕಛೇರಿಯ ದೂರವಾಣಿ ಸಂಖ್ಯೆ: 080 - 22371090 / 22373788 ಅಥವಾ e-mail: hphelpdesk.blr@intarvo.com ಸಂಪರ್ಕಿಸಬಹುದು.: [596, 1127, 936, 1145]
- hospital-dipr: ವಾ ಮತ್ತು ಸಾಂ ಇಲಾಖೆ/ಬಾಗಲಕೋಟೆ/172/2025-26: [246, 1341, 370, 1350]
- hospital-table-row-cell: E-Portal ಟೆಂಡರ್ ದಾಖಲಾತಿಗಳನ್ನು ಸಲ್ಲಿಸಲು ಕೊನೆಯ ದಿನಾಂಕ: [256, 1245, 365, 1265]
- haveri-table-row-cell: ವಿವಿಧ ಬಡಾವಣೆಗಳಲ್ಲಿನ ಮೂಲೆ ನಿವೇಶನಗಳ ಹರಾಜು: [626, 308, 741, 331]
- notice-col2-lower-title: ಸಾರ್ವಜನಿಕ ಪ್ರಕಟಣೆ: [155, 642, 198, 650]
- haveri-org: ಹಾವೇರಿ ನಗರಾಭಿವೃದ್ಧಿ ಪ್ರಾಧಿಕಾರ, ಹಾವೇರಿ.: [667, 190, 865, 207]
- court-anekal-1: [2, 378, 117, 636]
- bbmp-schedule-item: (3) ತಾಂತ್ರಿಕ ಬಿಡ್ ತೆರೆಯುವ ದಿನಾಂಕ: 01-08-2025 ರಂದು 16.00 ಗಂಟೆಗೆ: [243, 775, 431, 783]
- hospital-table-row-cell: [531, 1276, 574, 1296]
- reg-mark-black-3: [636, 1468, 644, 1476]
- hospital-table-row-cell: ಟೆಂಡರ್‌ನ ಮೂಲ ಮೊತ್ತ: [256, 1205, 365, 1225]
- haveri-table-body: [597, 308, 936, 331]
- notice-name-change-kn: [119, 285, 234, 375]
- thermal-refline: [596, 1006, 936, 1015]
- masthead-paper: ವಿಜಯ ಕರ್ನಾಟಕ: [861, 4, 919, 15]
